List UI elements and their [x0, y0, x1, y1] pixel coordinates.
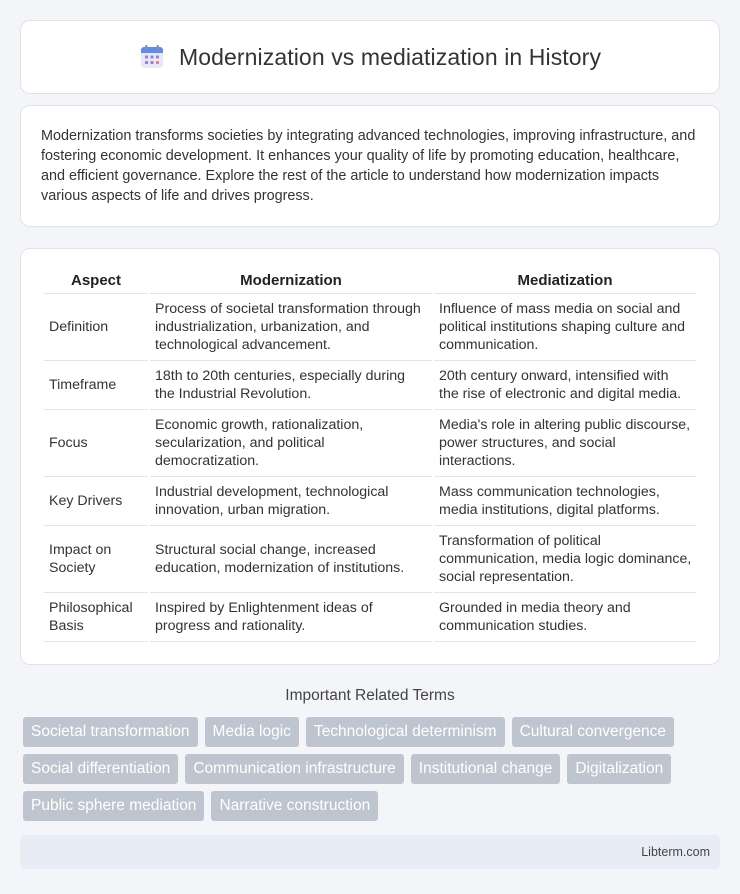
table-row: [44, 294, 696, 361]
header-modernization: Modernization: [150, 269, 432, 294]
header-aspect: Aspect: [44, 269, 148, 294]
cell-mediatization: Grounded in media theory and communication studies.: [434, 593, 696, 642]
cell-mediatization: Mass communication technologies, media institutions, digital platforms.: [434, 477, 696, 526]
header-mediatization: Mediatization: [434, 269, 696, 294]
tag-digitalization[interactable]: Digitalization: [567, 754, 671, 784]
cell-aspect: Philosophical Basis: [44, 593, 148, 642]
tag-communication-infrastructure[interactable]: Communication infrastructure: [185, 754, 403, 784]
cell-modernization: Structural social change, increased education, modernization of institutions.: [150, 526, 432, 593]
cell-mediatization: Media's role in altering public discourse, power structures, and social interactions.: [434, 410, 696, 477]
table-row: [44, 526, 696, 593]
page-title: Modernization vs mediatization in History: [178, 43, 602, 70]
cell-aspect: Impact on Society: [44, 526, 148, 593]
cell-mediatization: 20th century onward, intensified with the rise of electronic and digital media.: [434, 361, 696, 410]
cell-aspect: Definition: [44, 294, 148, 361]
cell-modernization: Inspired by Enlightenment ideas of progress and rationality.: [150, 593, 432, 642]
intro-text: Modernization transforms societies by integrating advanced technologies, improving infrastructure, and fostering economic development. It enhances your quality of life by promoting education, healthcare, and efficient governance. Explore the rest of the article to understand how modernization impacts various aspects of life and drives progress.: [41, 128, 696, 204]
related-terms-list: [20, 717, 720, 821]
cell-mediatization: Influence of mass media on social and political institutions shaping culture and communication.: [434, 294, 696, 361]
tag-social-differentiation[interactable]: Social differentiation: [23, 754, 178, 784]
cell-aspect: Focus: [44, 410, 148, 477]
cell-aspect: Timeframe: [44, 361, 148, 410]
intro-card: [20, 105, 720, 227]
cell-aspect: Key Drivers: [44, 477, 148, 526]
footer: [20, 835, 720, 869]
comparison-table: [42, 269, 698, 642]
tag-public-sphere-mediation[interactable]: Public sphere mediation: [23, 791, 204, 821]
table-row: [44, 477, 696, 526]
header-card: [20, 20, 720, 94]
comparison-table-card: [20, 248, 720, 665]
tag-media-logic[interactable]: Media logic: [205, 717, 299, 747]
cell-modernization: Process of societal transformation through industrialization, urbanization, and technological advancement.: [150, 294, 432, 361]
table-row: [44, 410, 696, 477]
table-row: [44, 361, 696, 410]
cell-mediatization: Transformation of political communication, media logic dominance, social representation.: [434, 526, 696, 593]
footer-site-link[interactable]: Libterm.com: [641, 845, 710, 859]
table-header-row: [44, 269, 696, 294]
table-row: [44, 593, 696, 642]
cell-modernization: 18th to 20th centuries, especially during the Industrial Revolution.: [150, 361, 432, 410]
related-terms-title: Important Related Terms: [285, 687, 455, 704]
tag-cultural-convergence[interactable]: Cultural convergence: [512, 717, 674, 747]
tag-institutional-change[interactable]: Institutional change: [411, 754, 561, 784]
tag-narrative-construction[interactable]: Narrative construction: [211, 791, 378, 821]
cell-modernization: Industrial development, technological innovation, urban migration.: [150, 477, 432, 526]
tag-technological-determinism[interactable]: Technological determinism: [306, 717, 505, 747]
calendar-icon: [139, 44, 165, 70]
tag-societal-transformation[interactable]: Societal transformation: [23, 717, 198, 747]
cell-modernization: Economic growth, rationalization, secularization, and political democratization.: [150, 410, 432, 477]
